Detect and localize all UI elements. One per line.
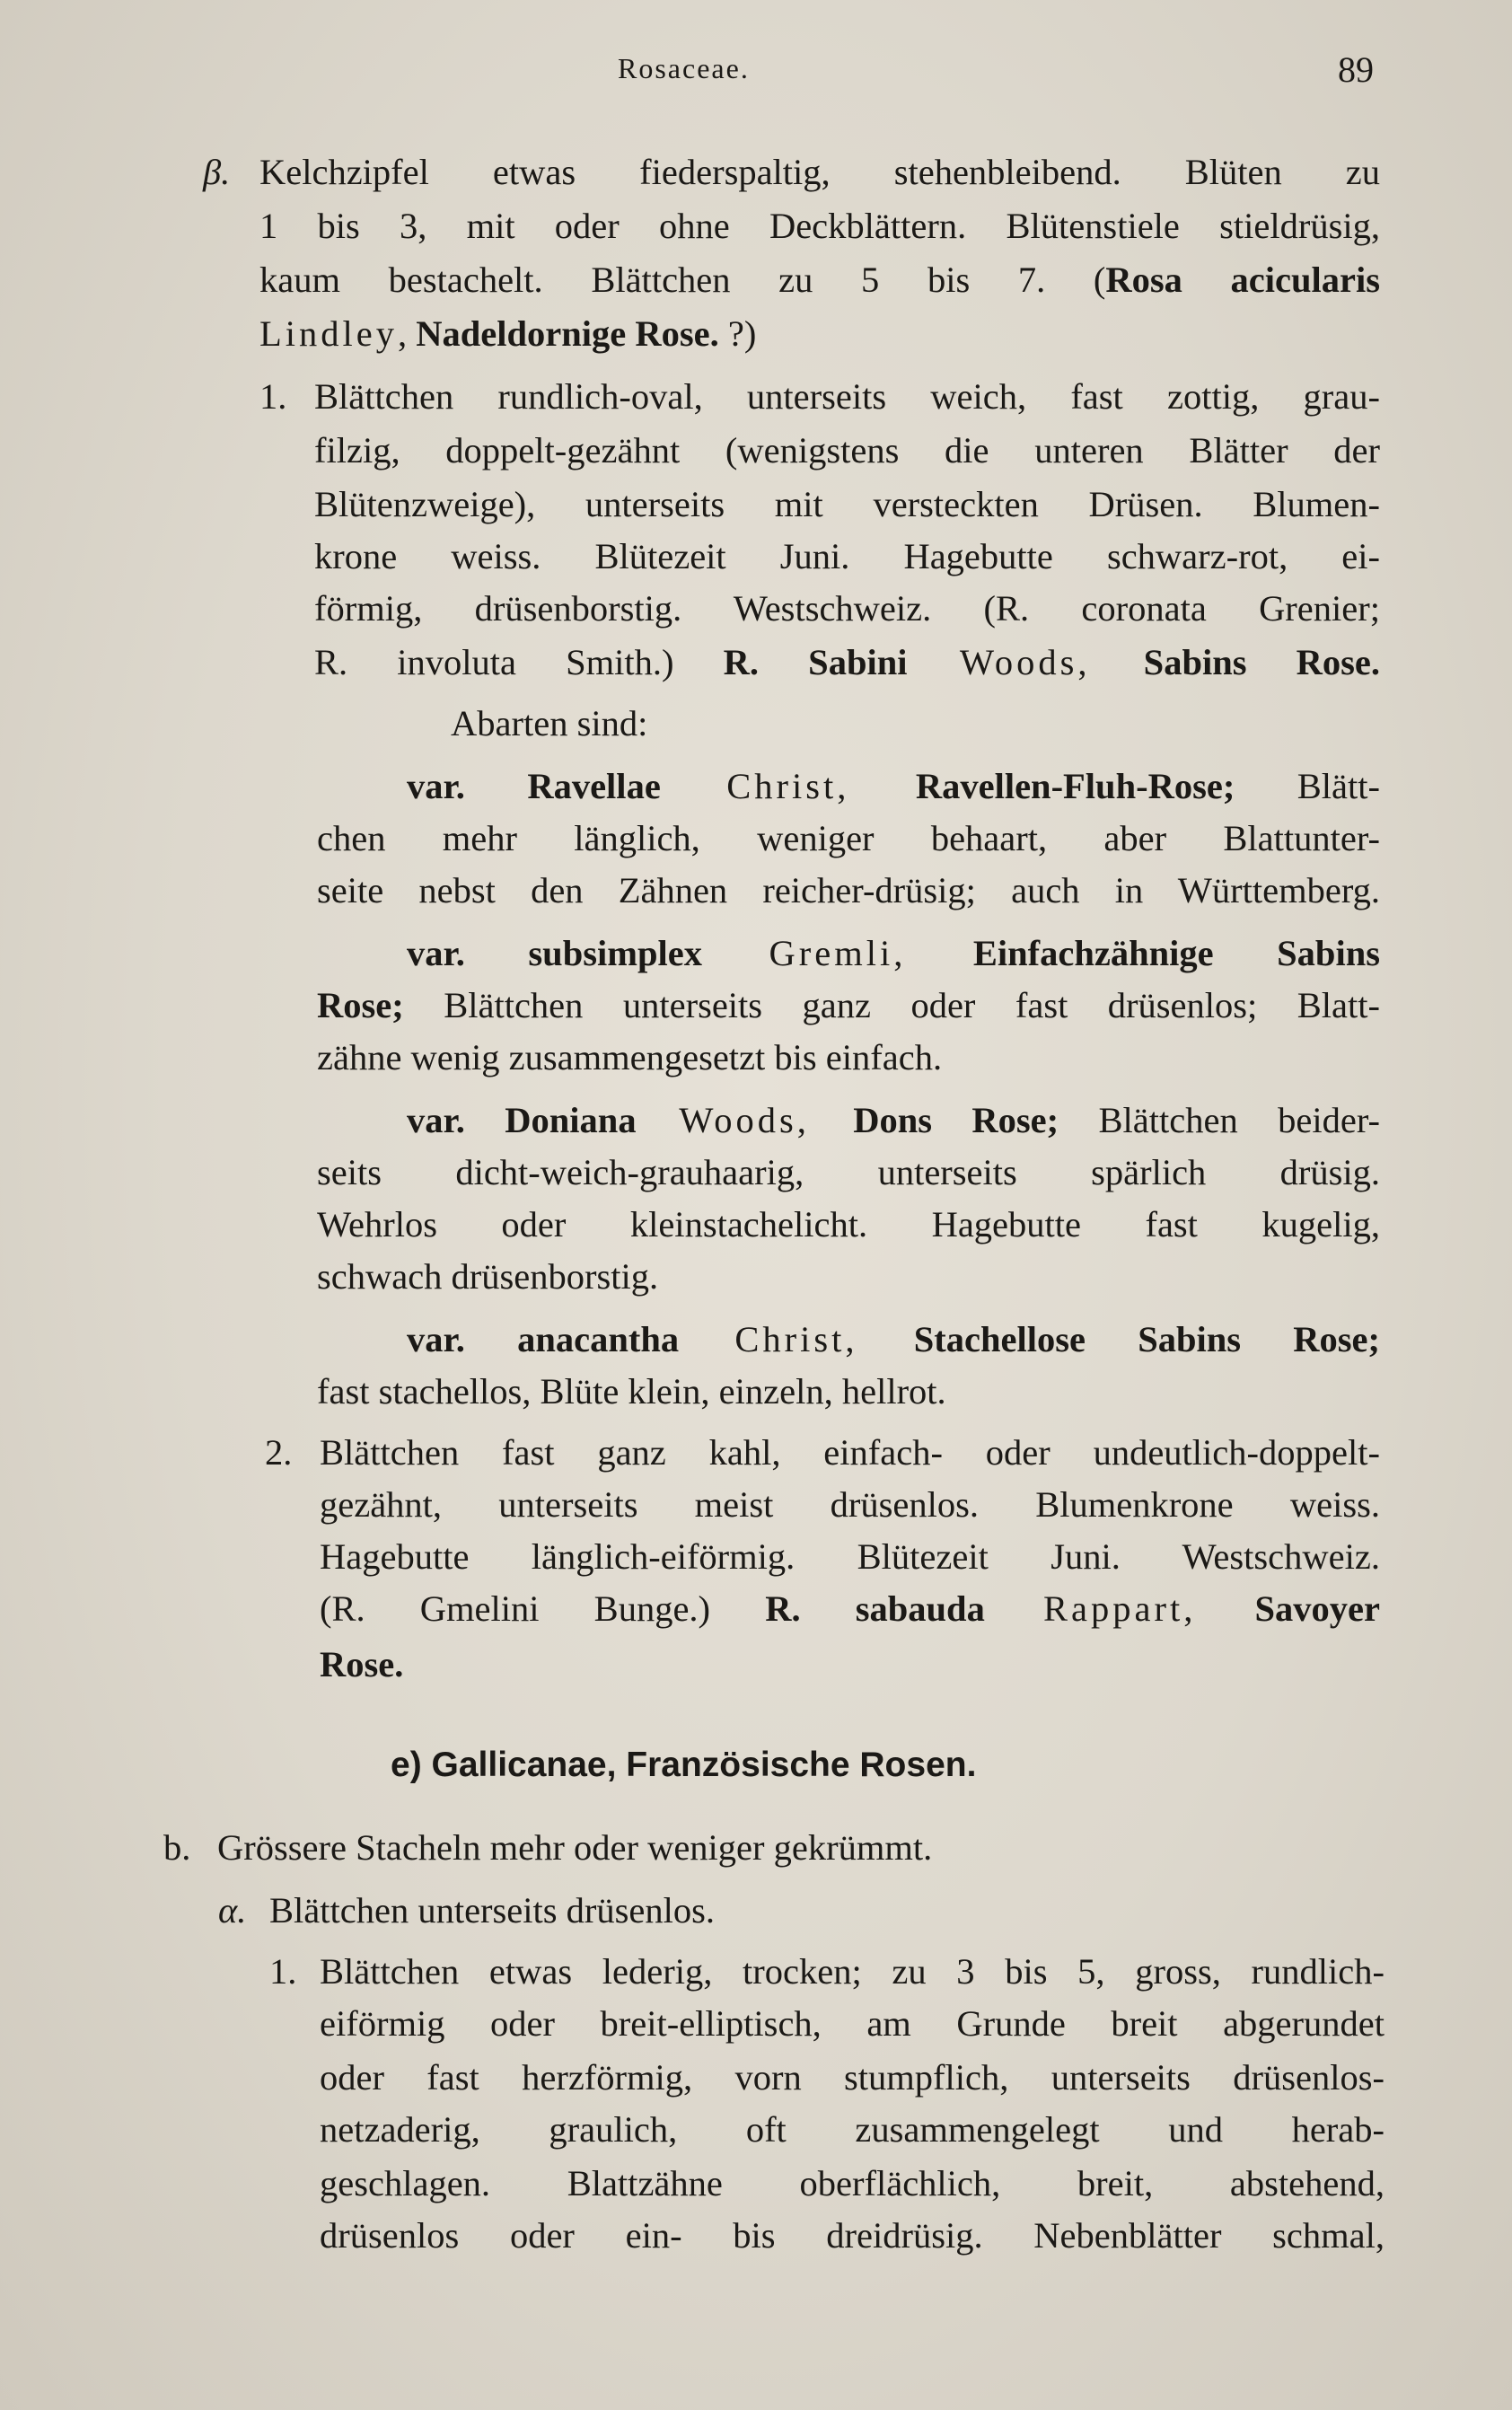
text-line: Blättchen rundlich-oval, unterseits weich, fast zottig, grau- [314,376,1380,417]
variety-name: var. anacantha [407,1319,680,1359]
text-line: var. subsimplex Gremli, Einfachzähnige Sabins [407,933,1380,973]
text-line: Hagebutte länglich-eiförmig. Blütezeit Juni. Westschweiz. [320,1536,1380,1577]
running-head: Rosaceae. [618,52,750,84]
text-line: Kelchzipfel etwas fiederspaltig, stehenbleibend. Blüten zu [259,152,1380,192]
text-line: var. Ravellae Christ, Ravellen-Fluh-Rose; Blätt- [407,766,1380,806]
common-name: Sabins Rose. [1143,642,1381,682]
section-heading: e) Gallicanae, Französische Rosen. [391,1746,977,1784]
text-line: oder fast herzförmig, vorn stumpflich, unterseits drüsenlos- [320,2057,1385,2098]
list-marker-beta: β. [203,152,231,192]
list-marker: 1. [259,376,287,417]
list-marker: 1. [269,1951,297,1992]
text-line: fast stachellos, Blüte klein, einzeln, hellrot. [317,1371,946,1412]
species-name: R. sabauda [765,1588,985,1629]
text-line: Grössere Stacheln mehr oder weniger gekrümmt. [217,1827,933,1868]
variety-name: var. Ravellae [407,766,661,806]
list-marker: b. [163,1827,191,1868]
text-line: seite nebst den Zähnen reicher-drüsig; auch in Württemberg. [317,870,1380,910]
text-line: netzaderig, graulich, oft zusammengelegt und herab- [320,2109,1385,2150]
text-line: schwach drüsenborstig. [317,1256,659,1297]
variety-name: var. Doniana [407,1100,637,1140]
species-name: R. Sabini [723,642,908,682]
text-line: seits dicht-weich-grauhaarig, unterseits spärlich drüsig. [317,1152,1380,1192]
text-line: Blütenzweige), unterseits mit versteckten Drüsen. Blumen- [314,484,1380,524]
text-line [320,1640,403,1690]
page-header [0,49,1512,97]
text-line: (R. Gmelini Bunge.) R. sabauda Rappart, Savoyer [320,1588,1380,1629]
common-name: Einfachzähnige Sabins [972,933,1380,973]
text-line: R. involuta Smith.) R. Sabini Woods, Sabins Rose. [314,642,1381,682]
page-number: 89 [1338,49,1374,90]
text-line: Rose; Blättchen unterseits ganz oder fast drüsenlos; Blatt- [317,985,1380,1025]
text-line: filzig, doppelt-gezähnt (wenigstens die unteren Blätter der [314,430,1380,471]
text-line: chen mehr länglich, weniger behaart, aber Blattunter- [317,818,1380,858]
text-line: 1 bis 3, mit oder ohne Deckblättern. Blütenstiele stieldrüsig, [259,206,1380,246]
common-name: Rose; [317,985,404,1025]
common-name: Ravellen-Fluh-Rose; [915,766,1235,806]
species-name: Rosa acicularis [1105,259,1381,300]
common-name: Savoyer [1254,1588,1380,1629]
common-name: Nadeldornige Rose. [416,313,719,354]
common-name: Stachellose Sabins Rose; [913,1319,1381,1359]
list-marker: 2. [265,1432,293,1473]
text-line: zähne wenig zusammengesetzt bis einfach. [317,1037,943,1077]
text-line: förmig, drüsenborstig. Westschweiz. (R. coronata Grenier; [314,588,1380,629]
text-line: krone weiss. Blütezeit Juni. Hagebutte schwarz-rot, ei- [314,536,1380,576]
text-line: Lindley, Nadeldornige Rose. ?) [259,313,757,354]
text-line: Blättchen etwas lederig, trocken; zu 3 bis 5, gross, rundlich- [320,1951,1385,1992]
text-line: drüsenlos oder ein- bis dreidrüsig. Nebenblätter schmal, [320,2215,1385,2256]
text-line: Blättchen fast ganz kahl, einfach- oder undeutlich-doppelt- [320,1432,1380,1473]
text-line: var. Doniana Woods, Dons Rose; Blättchen beider- [407,1100,1380,1140]
text-line: var. anacantha Christ, Stachellose Sabins Rose; [407,1319,1381,1359]
text-line: gezähnt, unterseits meist drüsenlos. Blumenkrone weiss. [320,1484,1380,1525]
text-line: Wehrlos oder kleinstachelicht. Hagebutte fast kugelig, [317,1204,1380,1245]
common-name: Rose. [320,1644,404,1684]
text-line: Blättchen unterseits drüsenlos. [269,1890,716,1931]
common-name: Dons Rose; [853,1100,1059,1140]
text-line: geschlagen. Blattzähne oberflächlich, breit, abstehend, [320,2163,1385,2203]
text-line: eiförmig oder breit-elliptisch, am Grunde breit abgerundet [320,2003,1385,2044]
variety-name: var. subsimplex [407,933,702,973]
text-line: Abarten sind: [451,703,648,743]
text-line: kaum bestachelt. Blättchen zu 5 bis 7. (Rosa acicularis [259,259,1381,300]
list-marker-alpha: α. [218,1890,247,1931]
